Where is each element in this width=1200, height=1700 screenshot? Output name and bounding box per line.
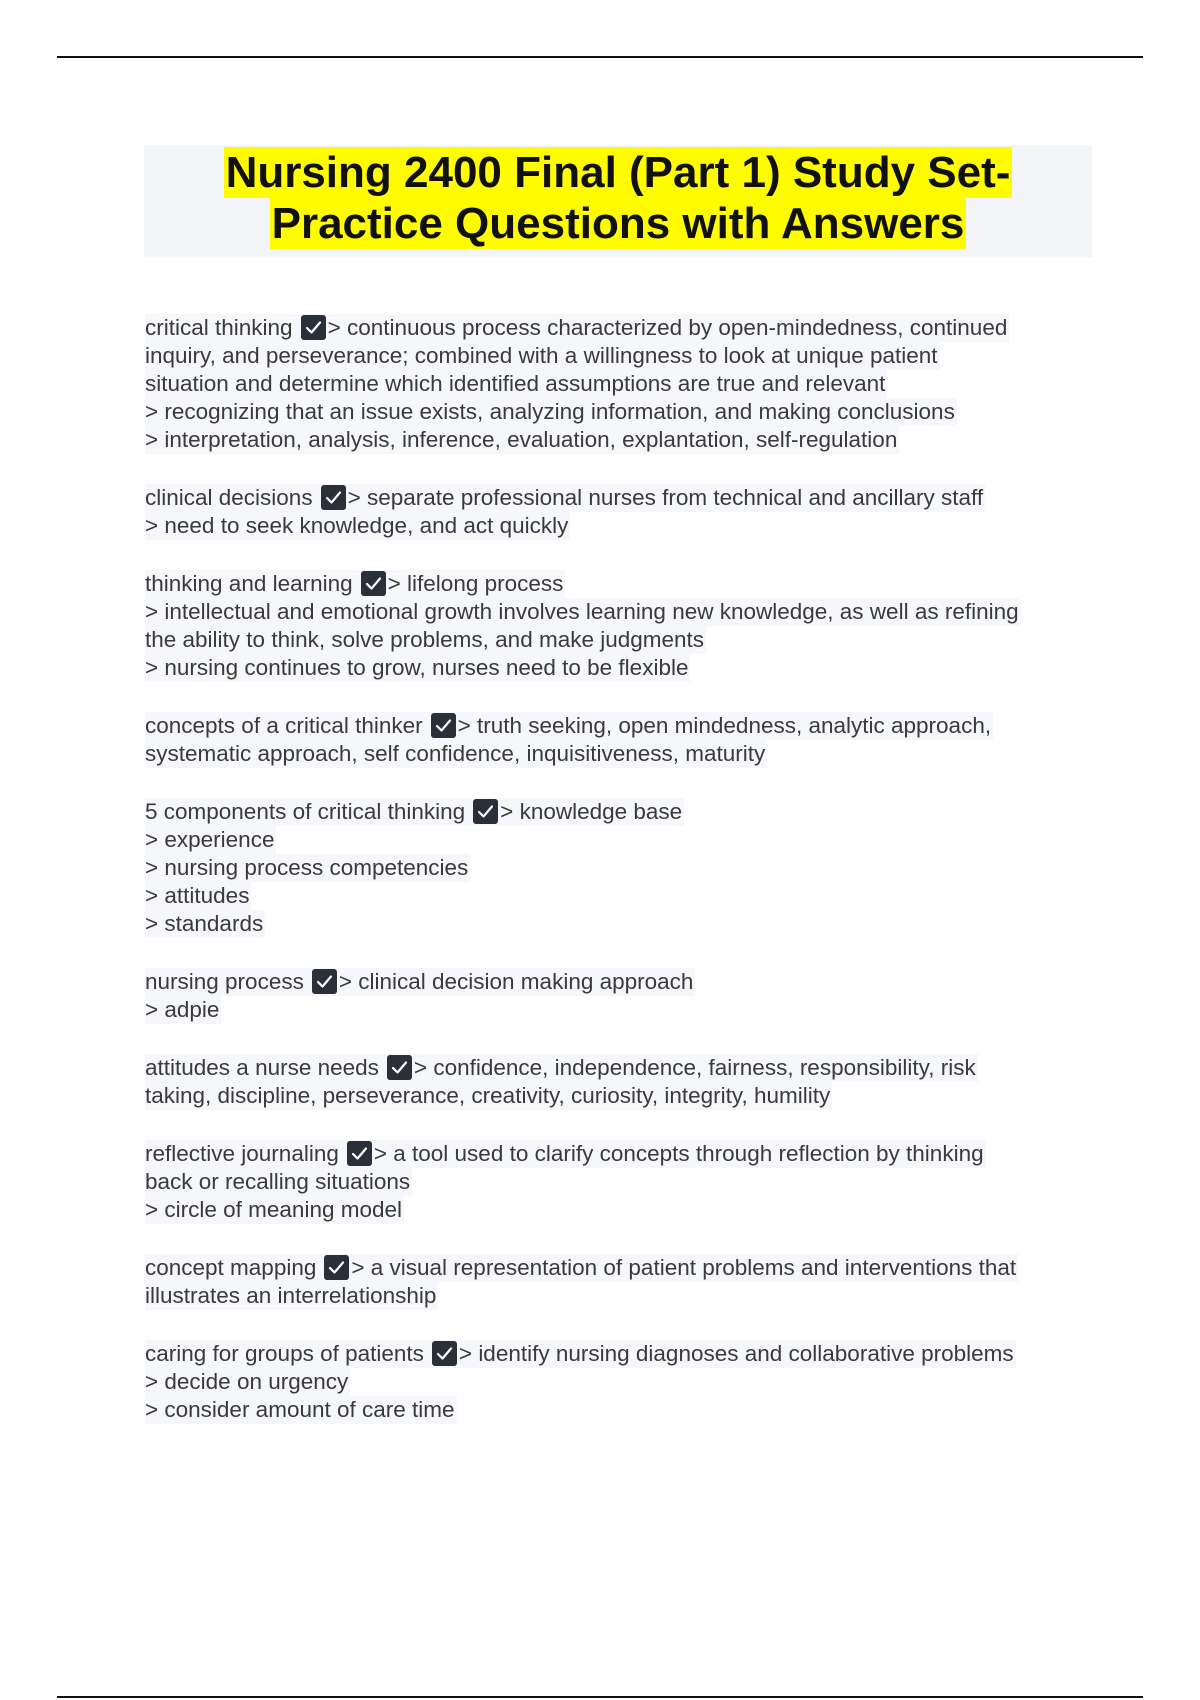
entry-term: attitudes a nurse needs <box>145 1055 379 1080</box>
entry-line: the ability to think, solve problems, and make judgments <box>145 627 705 652</box>
entry-answer-text: > separate professional nurses from technical and ancillary staff <box>347 485 984 510</box>
entry-answer-text: > a tool used to clarify concepts through reflection by thinking <box>373 1141 984 1166</box>
check-box-icon <box>361 571 386 596</box>
entry-answer-text: > identify nursing diagnoses and collaborative problems <box>458 1341 1014 1366</box>
flashcard-entry <box>145 314 1085 454</box>
entry-first-line <box>145 1140 986 1168</box>
entry-answer-text: > knowledge base <box>500 799 683 824</box>
entry-term: concepts of a critical thinker <box>145 713 423 738</box>
check-box-icon <box>432 1341 457 1366</box>
check-box-icon <box>473 799 498 824</box>
entry-line: > adpie <box>145 997 220 1022</box>
entry-term: 5 components of critical thinking <box>145 799 466 824</box>
entry-line: systematic approach, self confidence, inquisitiveness, maturity <box>145 741 766 766</box>
entry-line: > intellectual and emotional growth involves learning new knowledge, as well as refining <box>145 599 1019 624</box>
entry-line: taking, discipline, perseverance, creativity, curiosity, integrity, humility <box>145 1083 831 1108</box>
top-rule <box>57 56 1143 58</box>
bottom-rule <box>57 1696 1143 1698</box>
entry-line: > nursing continues to grow, nurses need to be flexible <box>145 655 689 680</box>
check-box-icon <box>312 969 337 994</box>
check-box-icon <box>324 1255 349 1280</box>
entry-first-line <box>145 484 985 512</box>
entry-line: situation and determine which identified assumptions are true and relevant <box>145 371 886 396</box>
entry-term: nursing process <box>145 969 304 994</box>
entry-first-line <box>145 570 565 598</box>
entry-answer-text: > a visual representation of patient problems and interventions that <box>351 1255 1017 1280</box>
entry-line: > nursing process competencies <box>145 855 469 880</box>
flashcard-entry <box>145 570 1085 682</box>
entry-line: > standards <box>145 911 264 936</box>
check-box-icon <box>387 1055 412 1080</box>
entry-line: > consider amount of care time <box>145 1397 455 1422</box>
entry-first-line <box>145 798 684 826</box>
entry-first-line <box>145 1054 978 1082</box>
title-line-2: Practice Questions with Answers <box>271 199 965 248</box>
entry-line: > experience <box>145 827 275 852</box>
entry-first-line <box>145 1340 1016 1368</box>
flashcard-entry <box>145 1054 1085 1110</box>
flashcard-entry <box>145 1140 1085 1224</box>
flashcard-entry <box>145 484 1085 540</box>
flashcard-entry <box>145 712 1085 768</box>
check-box-icon <box>431 713 456 738</box>
check-box-icon <box>347 1141 372 1166</box>
entry-term: reflective journaling <box>145 1141 339 1166</box>
entry-first-line <box>145 712 993 740</box>
entry-line: inquiry, and perseverance; combined with a willingness to look at unique patient <box>145 343 938 368</box>
entry-line: > interpretation, analysis, inference, evaluation, explantation, self-regulation <box>145 427 898 452</box>
entry-line: back or recalling situations <box>145 1169 411 1194</box>
entry-answer-text: > truth seeking, open mindedness, analytic approach, <box>457 713 992 738</box>
entry-first-line <box>145 314 1009 342</box>
document-title <box>144 145 1092 257</box>
entry-line: > recognizing that an issue exists, analyzing information, and making conclusions <box>145 399 955 424</box>
entry-first-line <box>145 968 695 996</box>
entry-term: critical thinking <box>145 315 293 340</box>
entry-line: > circle of meaning model <box>145 1197 403 1222</box>
entry-answer-text: > lifelong process <box>387 571 564 596</box>
check-box-icon <box>301 315 326 340</box>
entry-line: illustrates an interrelationship <box>145 1283 437 1308</box>
entry-answer-text: > clinical decision making approach <box>338 969 694 994</box>
flashcard-list <box>145 314 1085 1454</box>
entry-answer-text: > confidence, independence, fairness, responsibility, risk <box>413 1055 976 1080</box>
entry-term: thinking and learning <box>145 571 353 596</box>
entry-term: clinical decisions <box>145 485 313 510</box>
flashcard-entry <box>145 798 1085 938</box>
entry-line: > need to seek knowledge, and act quickly <box>145 513 569 538</box>
entry-first-line <box>145 1254 1018 1282</box>
title-line-1: Nursing 2400 Final (Part 1) Study Set- <box>225 148 1011 197</box>
entry-term: concept mapping <box>145 1255 317 1280</box>
entry-line: > attitudes <box>145 883 250 908</box>
flashcard-entry <box>145 968 1085 1024</box>
entry-answer-text: > continuous process characterized by open-mindedness, continued <box>327 315 1008 340</box>
entry-line: > decide on urgency <box>145 1369 349 1394</box>
flashcard-entry <box>145 1254 1085 1310</box>
entry-term: caring for groups of patients <box>145 1341 424 1366</box>
flashcard-entry <box>145 1340 1085 1424</box>
check-box-icon <box>321 485 346 510</box>
